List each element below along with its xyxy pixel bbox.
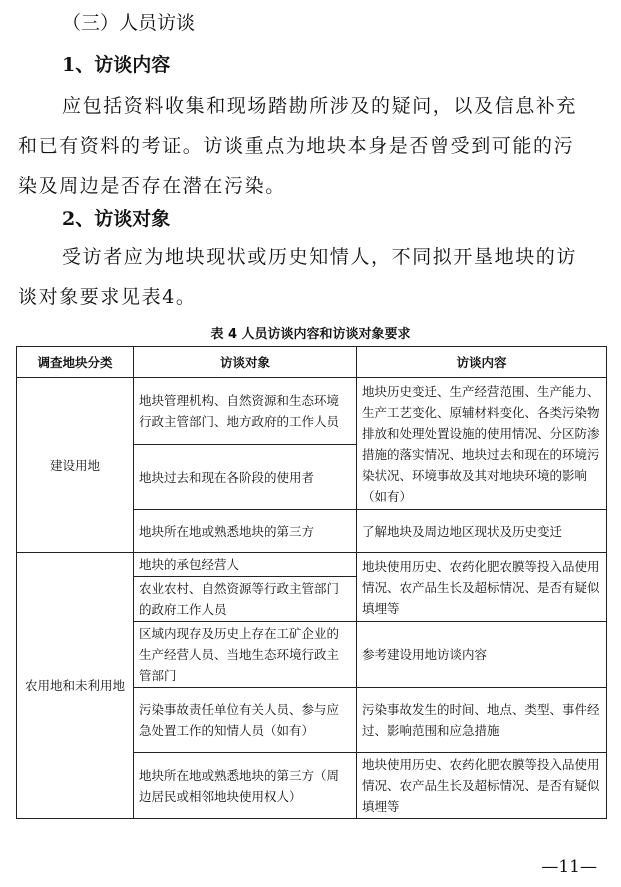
content-cell: 污染事故发生的时间、地点、类型、事件经过、影响范围和应急措施 <box>357 688 607 753</box>
subheading-interview-content: 1、访谈内容 <box>62 54 171 76</box>
category-cell: 建设用地 <box>17 378 134 553</box>
interviewee-cell: 污染事故责任单位有关人员、参与应急处置工作的知情人员（如有） <box>134 688 357 753</box>
interviewee-cell: 地块管理机构、自然资源和生态环境行政主管部门、地方政府的工作人员 <box>134 378 357 445</box>
interviewee-cell: 农业农村、自然资源等行政主管部门的政府工作人员 <box>134 577 357 622</box>
paragraph1-line2: 和已有资料的考证。访谈重点为地块本身是否曾受到可能的污 <box>18 135 575 157</box>
interviewee-cell: 区域内现存及历史上存在工矿企业的生产经营人员、当地生态环境行政主管部门 <box>134 622 357 688</box>
paragraph2-line2: 谈对象要求见表4。 <box>18 286 197 308</box>
header-category: 调查地块分类 <box>17 347 134 378</box>
subheading-interview-targets: 2、访谈对象 <box>62 208 171 230</box>
interviewee-cell: 地块所在地或熟悉地块的第三方 <box>134 510 357 553</box>
header-interviewee: 访谈对象 <box>134 347 357 378</box>
interviewee-cell: 地块过去和现在各阶段的使用者 <box>134 445 357 510</box>
paragraph1-line3: 染及周边是否存在潜在污染。 <box>18 175 286 197</box>
content-cell: 地块历史变迁、生产经营范围、生产能力、生产工艺变化、原辅材料变化、各类污染物排放和处理处置设施的使用情况、分区防渗措施的落实情况、地块过去和现在的环境污染状况、环境事故及其对地块环境的影响（如有） <box>357 378 607 510</box>
table-caption: 表 4 人员访谈内容和访谈对象要求 <box>210 327 411 342</box>
interviewee-cell: 地块所在地或熟悉地块的第三方（周边居民或相邻地块使用权人） <box>134 753 357 819</box>
header-interview-content: 访谈内容 <box>357 347 607 378</box>
content-cell: 地块使用历史、农药化肥农膜等投入品使用情况、农产品生长及超标情况、是否有疑似填埋等 <box>357 553 607 622</box>
interviewee-cell: 地块的承包经营人 <box>134 553 357 577</box>
interview-requirements-table <box>16 346 607 819</box>
paragraph2-line1: 受访者应为地块现状或历史知情人，不同拟开垦地块的访 <box>62 246 578 268</box>
table-row <box>17 378 607 445</box>
section-heading: （三）人员访谈 <box>62 12 196 34</box>
page-number: —11— <box>541 857 597 877</box>
table-header-row <box>17 347 607 378</box>
content-cell: 了解地块及周边地区现状及历史变迁 <box>357 510 607 553</box>
category-cell: 农用地和未利用地 <box>17 553 134 819</box>
content-cell: 参考建设用地访谈内容 <box>357 622 607 688</box>
content-cell: 地块使用历史、农药化肥农膜等投入品使用情况、农产品生长及超标情况、是否有疑似填埋等 <box>357 753 607 819</box>
paragraph1-line1: 应包括资料收集和现场踏勘所涉及的疑问，以及信息补充 <box>62 95 578 117</box>
table-row <box>17 553 607 577</box>
